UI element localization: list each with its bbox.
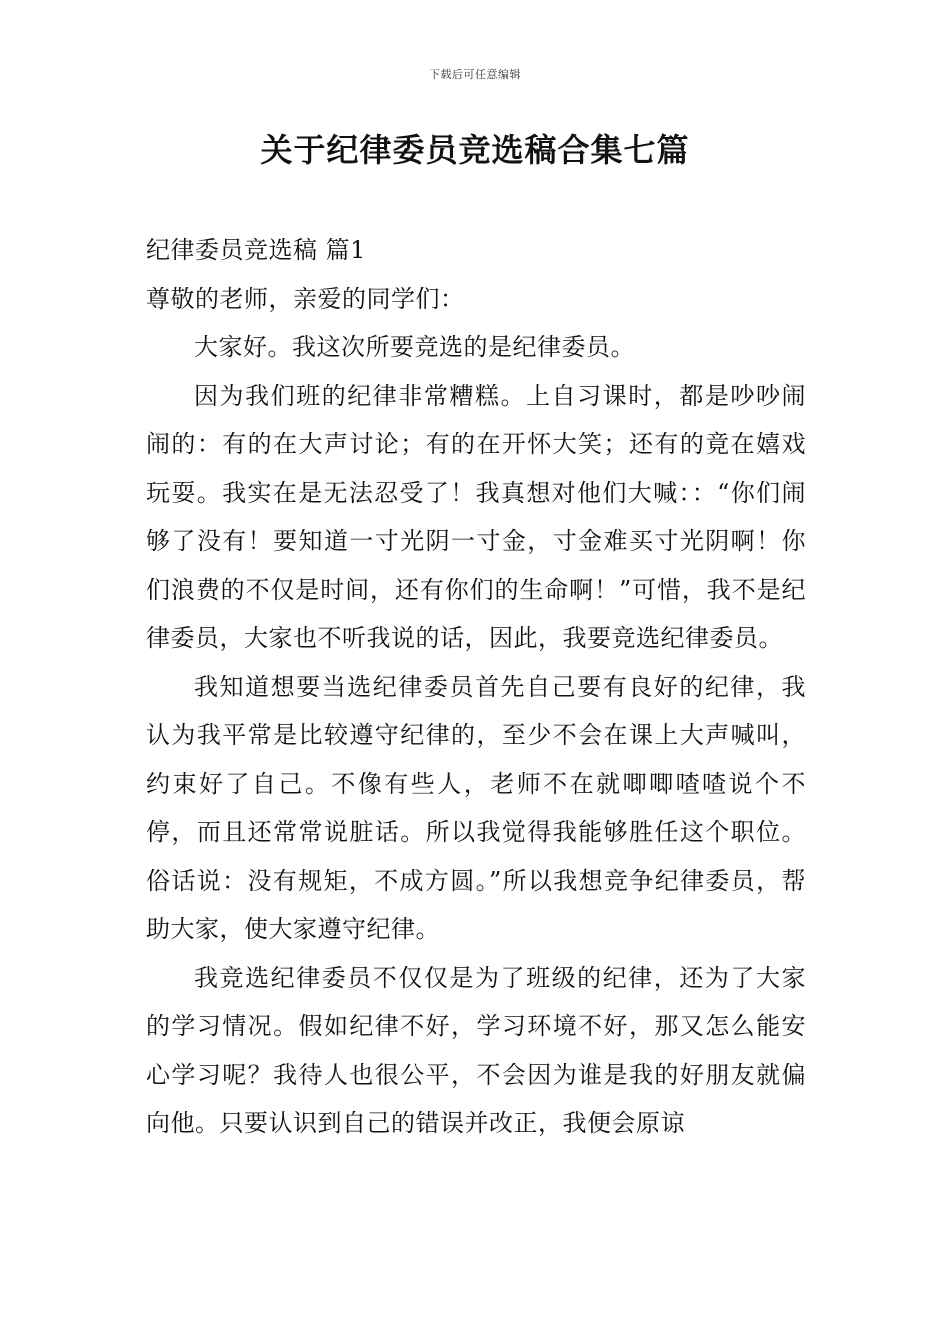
section-heading: 纪律委员竞选稿 篇1	[146, 236, 366, 264]
salutation: 尊敬的老师，亲爱的同学们：	[146, 284, 465, 313]
paragraph-2: 因为我们班的纪律非常糟糕。上自习课时，都是吵吵闹闹的：有的在大声讨论；有的在开怀大笑；还有的竟在嬉戏玩耍。我实在是无法忍受了！我真想对他们大喊：：“你们闹够了没有！要知道一寸光阴一寸金，寸金难买寸光阴啊！你们浪费的不仅是时间，还有你们的生命啊！”可惜，我不是纪律委员，大家也不听我说的话，因此，我要竞选纪律委员。	[146, 381, 806, 652]
paragraph-4: 我竞选纪律委员不仅仅是为了班级的纪律，还为了大家的学习情况。假如纪律不好，学习环境不好，那又怎么能安心学习呢？我待人也很公平，不会因为谁是我的好朋友就偏向他。只要认识到自己的错误并改正，我便会原谅	[146, 963, 806, 1137]
document-title: 关于纪律委员竞选稿合集七篇	[260, 131, 690, 169]
page-header-note: 下载后可任意编辑	[429, 68, 521, 81]
paragraph-1: 大家好。我这次所要竞选的是纪律委员。	[194, 333, 635, 361]
document-body	[146, 226, 806, 1148]
paragraph-3: 我知道想要当选纪律委员首先自己要有良好的纪律，我认为我平常是比较遵守纪律的，至少不会在课上大声喊叫，约束好了自己。不像有些人，老师不在就唧唧喳喳说个不停，而且还常常说脏话。所以我觉得我能够胜任这个职位。俗话说：没有规矩，不成方圆。”所以我想竞争纪律委员，帮助大家，使大家遵守纪律。	[146, 672, 806, 943]
